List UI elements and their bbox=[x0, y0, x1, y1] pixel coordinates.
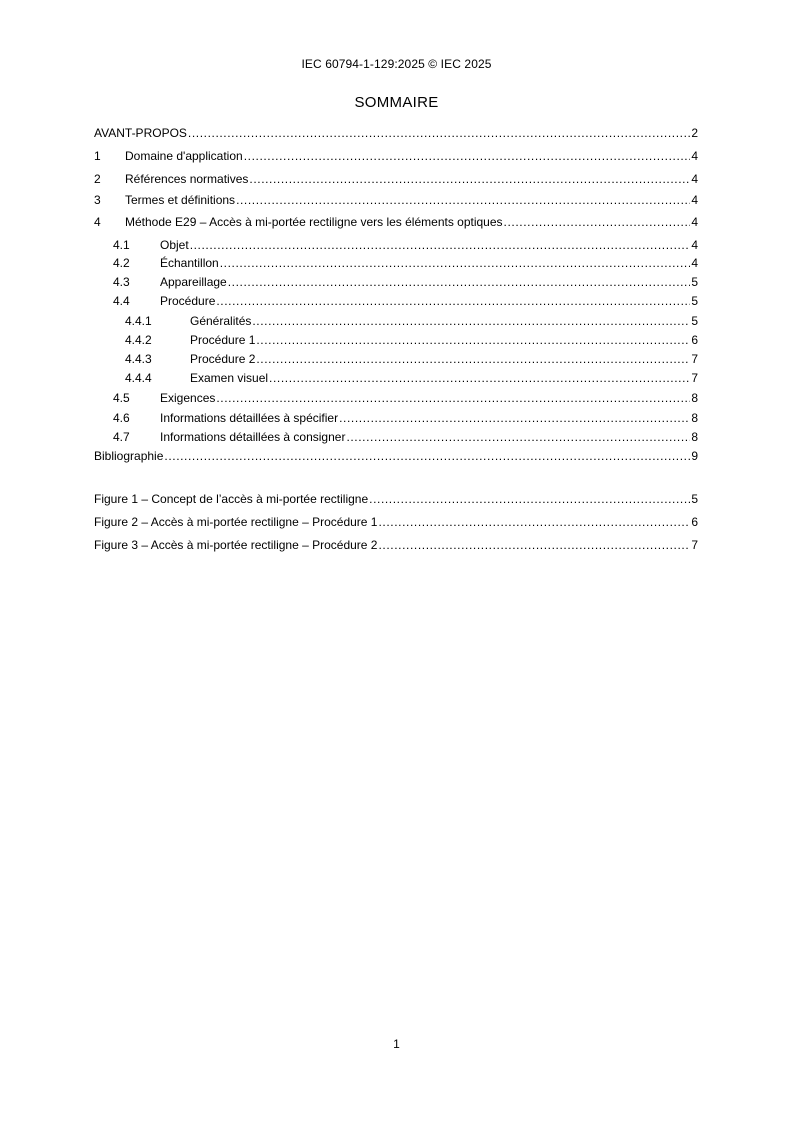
toc-leader-dots bbox=[236, 192, 690, 208]
toc-entry-page: 4 bbox=[691, 172, 698, 186]
toc-entry-number: 4.4.4 bbox=[125, 371, 152, 385]
toc-entry-number: 4.4.1 bbox=[125, 314, 152, 328]
figure-list-entry-2[interactable] bbox=[94, 514, 698, 530]
toc-entry-label: Échantillon bbox=[160, 256, 219, 270]
toc-entry-number: 4.7 bbox=[113, 430, 130, 444]
toc-entry-4-4-3[interactable] bbox=[94, 351, 698, 367]
toc-entry-number: 1 bbox=[94, 149, 101, 163]
figure-entry-page: 7 bbox=[691, 538, 698, 552]
toc-leader-dots bbox=[188, 125, 690, 141]
toc-leader-dots bbox=[216, 293, 690, 309]
toc-leader-dots bbox=[378, 514, 690, 530]
toc-entry-number: 4.5 bbox=[113, 391, 130, 405]
toc-entry-label: Termes et définitions bbox=[125, 193, 236, 207]
toc-leader-dots bbox=[249, 171, 690, 187]
figure-list-entry-1[interactable] bbox=[94, 491, 698, 507]
toc-entry-label: Objet bbox=[160, 238, 189, 252]
toc-entry-4-4[interactable] bbox=[94, 293, 698, 309]
toc-leader-dots bbox=[216, 390, 690, 406]
figure-entry-label: Figure 1 – Concept de l’accès à mi-portée rectiligne bbox=[94, 492, 369, 506]
toc-entry-number: 4.1 bbox=[113, 238, 130, 252]
toc-entry-number: 3 bbox=[94, 193, 101, 207]
toc-entry-number: 4.3 bbox=[113, 275, 130, 289]
figure-entry-page: 6 bbox=[691, 515, 698, 529]
toc-entry-number: 4 bbox=[94, 215, 101, 229]
toc-entry-page: 6 bbox=[691, 333, 698, 347]
toc-entry-label: AVANT-PROPOS bbox=[94, 126, 187, 140]
toc-entry-4-4-4[interactable] bbox=[94, 370, 698, 386]
toc-entry-1[interactable] bbox=[94, 148, 698, 164]
toc-entry-label: Examen visuel bbox=[190, 371, 269, 385]
toc-entry-page: 7 bbox=[691, 352, 698, 366]
toc-entry-page: 5 bbox=[691, 294, 698, 308]
toc-entry-3[interactable] bbox=[94, 192, 698, 208]
toc-leader-dots bbox=[220, 255, 691, 271]
page-number: 1 bbox=[393, 1037, 400, 1051]
toc-entry-4-1[interactable] bbox=[94, 237, 698, 253]
figure-entry-label: Figure 3 – Accès à mi-portée rectiligne – Procédure 2 bbox=[94, 538, 378, 552]
toc-entry-4-5[interactable] bbox=[94, 390, 698, 406]
toc-entry-page: 4 bbox=[691, 256, 698, 270]
toc-entry-number: 4.6 bbox=[113, 411, 130, 425]
toc-entry-page: 4 bbox=[691, 149, 698, 163]
toc-entry-label: Appareillage bbox=[160, 275, 227, 289]
toc-entry-bibliographie[interactable] bbox=[94, 448, 698, 464]
toc-leader-dots bbox=[269, 370, 690, 386]
toc-entry-page: 5 bbox=[691, 275, 698, 289]
toc-leader-dots bbox=[252, 313, 690, 329]
figure-list-entry-3[interactable] bbox=[94, 537, 698, 553]
toc-leader-dots bbox=[244, 148, 691, 164]
toc-entry-page: 8 bbox=[691, 391, 698, 405]
toc-entry-number: 4.4 bbox=[113, 294, 130, 308]
toc-entry-page: 9 bbox=[691, 449, 698, 463]
toc-leader-dots bbox=[190, 237, 691, 253]
toc-entry-page: 7 bbox=[691, 371, 698, 385]
toc-entry-4-6[interactable] bbox=[94, 410, 698, 426]
toc-entry-label: Procédure bbox=[160, 294, 216, 308]
figure-entry-label: Figure 2 – Accès à mi-portée rectiligne – Procédure 1 bbox=[94, 515, 378, 529]
toc-entry-page: 5 bbox=[691, 314, 698, 328]
toc-entry-label: Bibliographie bbox=[94, 449, 164, 463]
toc-entry-label: Procédure 2 bbox=[190, 352, 256, 366]
toc-entry-page: 8 bbox=[691, 411, 698, 425]
toc-entry-4-7[interactable] bbox=[94, 429, 698, 445]
toc-leader-dots bbox=[256, 332, 690, 348]
toc-entry-label: Informations détaillées à consigner bbox=[160, 430, 346, 444]
toc-leader-dots bbox=[378, 537, 690, 553]
document-header: IEC 60794-1-129:2025 © IEC 2025 bbox=[301, 57, 492, 71]
toc-entry-number: 4.4.2 bbox=[125, 333, 152, 347]
toc-entry-label: Exigences bbox=[160, 391, 216, 405]
toc-leader-dots bbox=[346, 429, 690, 445]
toc-entry-page: 4 bbox=[691, 215, 698, 229]
toc-entry-number: 4.2 bbox=[113, 256, 130, 270]
toc-entry-page: 2 bbox=[691, 126, 698, 140]
toc-entry-label: Informations détaillées à spécifier bbox=[160, 411, 339, 425]
toc-entry-label: Méthode E29 – Accès à mi-portée rectiligne vers les éléments optiques bbox=[125, 215, 503, 229]
toc-entry-label: Domaine d'application bbox=[125, 149, 243, 163]
toc-entry-4-4-2[interactable] bbox=[94, 332, 698, 348]
toc-entry-page: 4 bbox=[691, 238, 698, 252]
toc-entry-4-2[interactable] bbox=[94, 255, 698, 271]
toc-entry-4[interactable] bbox=[94, 214, 698, 230]
toc-entry-label: Généralités bbox=[190, 314, 252, 328]
toc-leader-dots bbox=[369, 491, 690, 507]
toc-leader-dots bbox=[164, 448, 690, 464]
toc-entry-4-3[interactable] bbox=[94, 274, 698, 290]
toc-entry-avant-propos[interactable] bbox=[94, 125, 698, 141]
toc-leader-dots bbox=[228, 274, 691, 290]
toc-entry-page: 8 bbox=[691, 430, 698, 444]
toc-leader-dots bbox=[339, 410, 690, 426]
page-title: SOMMAIRE bbox=[354, 94, 439, 111]
toc-entry-label: Procédure 1 bbox=[190, 333, 256, 347]
toc-entry-2[interactable] bbox=[94, 171, 698, 187]
figure-entry-page: 5 bbox=[691, 492, 698, 506]
toc-entry-number: 2 bbox=[94, 172, 101, 186]
toc-entry-4-4-1[interactable] bbox=[94, 313, 698, 329]
toc-entry-page: 4 bbox=[691, 193, 698, 207]
toc-leader-dots bbox=[256, 351, 690, 367]
toc-entry-label: Références normatives bbox=[125, 172, 249, 186]
toc-leader-dots bbox=[504, 214, 691, 230]
toc-entry-number: 4.4.3 bbox=[125, 352, 152, 366]
